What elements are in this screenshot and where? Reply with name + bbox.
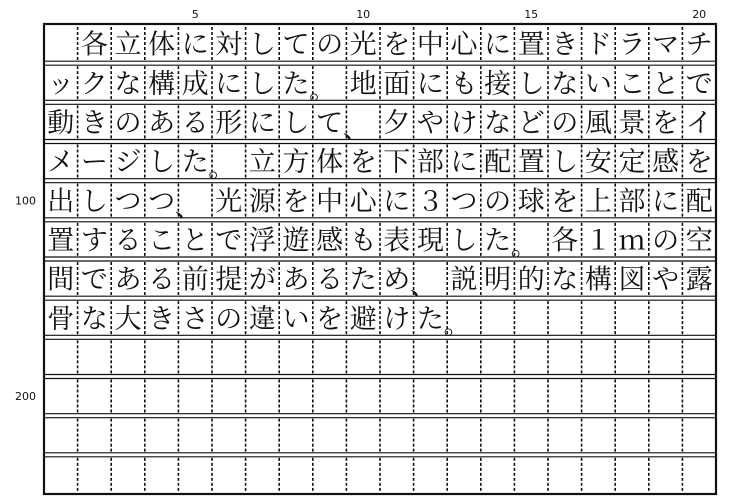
handwritten-char: る xyxy=(114,225,142,257)
handwritten-char: と xyxy=(652,68,680,100)
handwritten-char: 中 xyxy=(416,29,444,61)
handwritten-char: を xyxy=(316,303,344,335)
handwritten-char: 定 xyxy=(618,147,646,179)
handwritten-char: 。 xyxy=(208,153,236,185)
handwritten-char: 、 xyxy=(174,192,202,224)
row-number: 200 xyxy=(15,390,36,404)
handwritten-char: が xyxy=(248,264,276,296)
handwritten-char: な xyxy=(551,68,579,100)
handwritten-char: ク xyxy=(80,68,108,100)
row-number: 100 xyxy=(15,194,36,208)
handwritten-char: の xyxy=(215,303,243,335)
handwritten-char: 球 xyxy=(517,186,545,218)
handwritten-char: を xyxy=(685,147,713,179)
handwritten-char: る xyxy=(316,264,344,296)
handwritten-char: 地 xyxy=(349,68,377,100)
handwritten-char: 的 xyxy=(517,264,545,296)
handwritten-char: し xyxy=(80,186,108,218)
column-number: 5 xyxy=(191,8,199,21)
handwritten-char: 避 xyxy=(349,303,377,335)
handwritten-char: 置 xyxy=(517,29,545,61)
handwritten-char: け xyxy=(383,303,411,335)
handwritten-char: し xyxy=(282,107,310,139)
handwritten-char: た xyxy=(282,68,310,100)
frame-border xyxy=(44,24,716,494)
handwritten-char: に xyxy=(450,147,478,179)
handwritten-char: を xyxy=(383,29,411,61)
handwritten-char: メ xyxy=(47,147,75,179)
handwritten-char: 配 xyxy=(685,186,713,218)
handwritten-char: し xyxy=(148,147,176,179)
handwritten-char: こ xyxy=(618,68,646,100)
handwritten-char: し xyxy=(450,225,478,257)
handwritten-char: 構 xyxy=(148,68,176,100)
handwritten-char: 部 xyxy=(416,147,444,179)
handwritten-char: 、 xyxy=(409,270,437,302)
handwritten-char: め xyxy=(383,264,411,296)
handwritten-char: き xyxy=(148,303,176,335)
handwritten-char: 構 xyxy=(584,264,612,296)
handwritten-char: 感 xyxy=(316,225,344,257)
handwritten-char: 方 xyxy=(282,147,310,179)
handwritten-char: も xyxy=(450,68,478,100)
handwritten-char: １ xyxy=(584,225,612,257)
handwritten-char: 、 xyxy=(342,113,370,145)
handwritten-char: を xyxy=(652,107,680,139)
handwritten-char: ｍ xyxy=(618,225,646,257)
handwritten-char: あ xyxy=(114,264,142,296)
handwritten-char: の xyxy=(551,107,579,139)
handwritten-char: 感 xyxy=(652,147,680,179)
handwritten-char: に xyxy=(484,29,512,61)
handwritten-char: な xyxy=(551,264,579,296)
handwritten-char: 体 xyxy=(148,29,176,61)
handwritten-char: を xyxy=(282,186,310,218)
handwritten-char: 接 xyxy=(484,68,512,100)
handwritten-char: を xyxy=(349,147,377,179)
handwritten-char: で xyxy=(685,68,713,100)
handwritten-char: を xyxy=(551,186,579,218)
row-numbers xyxy=(15,194,36,403)
handwritten-char: あ xyxy=(282,264,310,296)
handwritten-char: マ xyxy=(652,29,680,61)
handwritten-char: 動 xyxy=(47,107,75,139)
handwritten-char: 対 xyxy=(215,29,243,61)
handwritten-char: で xyxy=(215,225,243,257)
handwritten-char: い xyxy=(282,303,310,335)
handwritten-char: に xyxy=(652,186,680,218)
handwritten-char: 中 xyxy=(316,186,344,218)
handwritten-char: 違 xyxy=(248,303,276,335)
handwritten-char: 立 xyxy=(248,147,276,179)
handwritten-char: つ xyxy=(450,186,478,218)
handwritten-char: 夕 xyxy=(383,107,411,139)
handwritten-char: 置 xyxy=(47,225,75,257)
handwritten-char: 出 xyxy=(47,186,75,218)
handwritten-char: 空 xyxy=(685,225,713,257)
handwritten-char: 骨 xyxy=(47,303,75,335)
handwritten-char: な xyxy=(80,303,108,335)
handwritten-char: 前 xyxy=(181,264,209,296)
handwritten-char: 成 xyxy=(181,68,209,100)
handwritten-char: る xyxy=(148,264,176,296)
handwritten-char: 心 xyxy=(349,186,377,218)
handwritten-char: 風 xyxy=(584,107,612,139)
handwritten-char: 上 xyxy=(584,186,612,218)
column-number: 20 xyxy=(692,8,707,21)
handwritten-char: ラ xyxy=(618,29,646,61)
handwritten-char: 立 xyxy=(114,29,142,61)
handwritten-char: 。 xyxy=(309,74,337,106)
handwritten-char: ３ xyxy=(416,186,444,218)
handwritten-char: 源 xyxy=(248,186,276,218)
handwritten-char: 明 xyxy=(484,264,512,296)
handwritten-char: の xyxy=(114,107,142,139)
handwritten-char: け xyxy=(450,107,478,139)
handwritten-char: も xyxy=(349,225,377,257)
handwritten-char: な xyxy=(484,107,512,139)
column-number: 10 xyxy=(356,8,371,21)
handwritten-char: つ xyxy=(148,186,176,218)
handwritten-char: 大 xyxy=(114,303,142,335)
handwritten-char: と xyxy=(181,225,209,257)
handwritten-char: 各 xyxy=(551,225,579,257)
handwritten-char: た xyxy=(416,303,444,335)
handwritten-char: で xyxy=(80,264,108,296)
handwritten-char: ッ xyxy=(47,68,75,100)
handwritten-char: 景 xyxy=(618,107,646,139)
handwritten-char: の xyxy=(652,225,680,257)
handwritten-char: ど xyxy=(517,107,545,139)
handwritten-char: 露 xyxy=(685,264,713,296)
handwritten-char: 置 xyxy=(517,147,545,179)
handwritten-char: き xyxy=(551,29,579,61)
handwritten-char: 面 xyxy=(383,68,411,100)
handwritten-char: や xyxy=(652,264,680,296)
handwritten-char: 形 xyxy=(215,107,243,139)
handwritten-char: な xyxy=(114,68,142,100)
handwritten-char: 心 xyxy=(450,29,478,61)
handwritten-char: 光 xyxy=(215,186,243,218)
handwritten-char: に xyxy=(181,29,209,61)
handwritten-char: 体 xyxy=(316,147,344,179)
handwritten-char: さ xyxy=(181,303,209,335)
handwritten-char: 部 xyxy=(618,186,646,218)
handwritten-char: 配 xyxy=(484,147,512,179)
handwritten-char: に xyxy=(383,186,411,218)
handwritten-char: チ xyxy=(685,29,713,61)
handwritten-char: た xyxy=(349,264,377,296)
handwritten-char: ー xyxy=(80,147,108,179)
column-number: 15 xyxy=(524,8,539,21)
handwritten-char: イ xyxy=(685,107,713,139)
handwritten-char: 。 xyxy=(443,309,471,341)
handwritten-char: 浮 xyxy=(248,225,276,257)
column-numbers xyxy=(192,8,707,21)
handwritten-char: し xyxy=(517,68,545,100)
handwritten-char: ジ xyxy=(114,147,142,179)
handwritten-char: 各 xyxy=(80,29,108,61)
handwritten-char: に xyxy=(416,68,444,100)
handwritten-char: 図 xyxy=(618,264,646,296)
handwritten-char: 下 xyxy=(383,147,411,179)
handwritten-char: 現 xyxy=(416,225,444,257)
handwritten-char: て xyxy=(282,29,310,61)
handwritten-char: き xyxy=(80,107,108,139)
handwritten-char: た xyxy=(484,225,512,257)
outer-frame xyxy=(44,24,716,494)
handwritten-char: 間 xyxy=(47,264,75,296)
handwritten-char: 光 xyxy=(349,29,377,61)
handwritten-char: る xyxy=(181,107,209,139)
handwritten-char: し xyxy=(248,68,276,100)
handwritten-char: し xyxy=(248,29,276,61)
handwritten-char: し xyxy=(551,147,579,179)
handwritten-char: 説 xyxy=(450,264,478,296)
handwritten-char: こ xyxy=(148,225,176,257)
handwritten-char: 提 xyxy=(215,264,243,296)
handwritten-char: 安 xyxy=(584,147,612,179)
handwritten-char: た xyxy=(181,147,209,179)
handwritten-char: あ xyxy=(148,107,176,139)
handwritten-char: や xyxy=(416,107,444,139)
handwritten-char: 遊 xyxy=(282,225,310,257)
handwritten-char: い xyxy=(584,68,612,100)
handwritten-char: の xyxy=(316,29,344,61)
handwritten-char: つ xyxy=(114,186,142,218)
handwritten-char: の xyxy=(484,186,512,218)
handwritten-char: に xyxy=(248,107,276,139)
handwritten-char: て xyxy=(316,107,344,139)
handwritten-char: ド xyxy=(584,29,612,61)
handwritten-char: す xyxy=(80,225,108,257)
handwritten-char: 表 xyxy=(383,225,411,257)
handwritten-char: に xyxy=(215,68,243,100)
handwritten-char: 。 xyxy=(510,231,538,263)
